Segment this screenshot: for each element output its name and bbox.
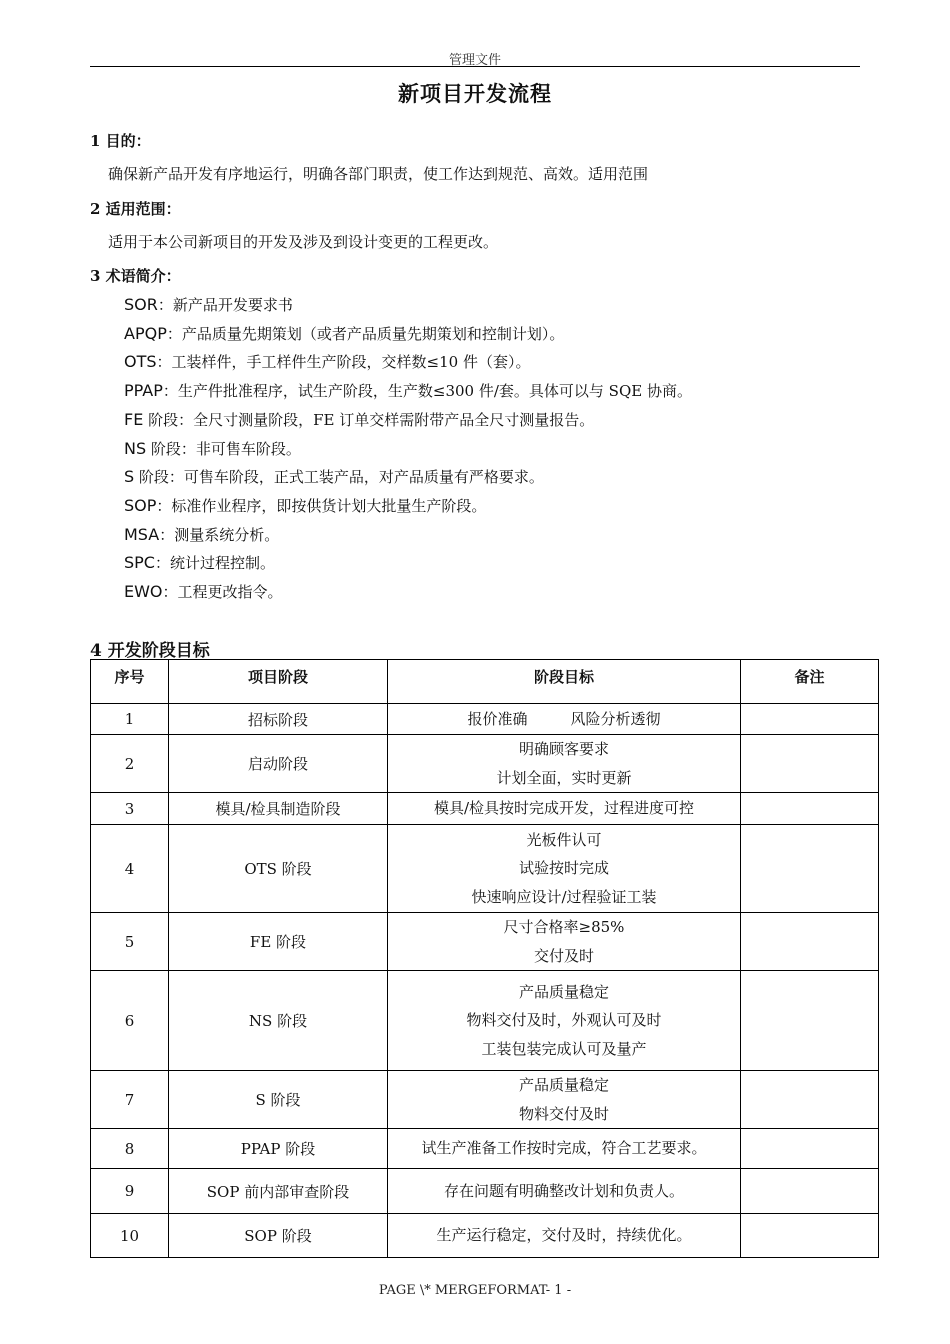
table-row [91, 971, 879, 1071]
goal-line: 试生产准备工作按时完成，符合工艺要求。 [421, 1139, 707, 1158]
table-row [91, 1214, 879, 1258]
page-header-label: 管理文件 [448, 53, 501, 68]
term-item [124, 524, 279, 545]
table-row [91, 735, 879, 793]
row-no: 5 [91, 913, 169, 971]
table-row [91, 704, 879, 735]
section-4-heading: 4 开发阶段目标 [90, 641, 210, 661]
row-no: 3 [91, 793, 169, 825]
goal-line: 物料交付及时 [518, 1104, 609, 1123]
term-desc: ：产品质量先期策划（或者产品质量先期策划和控制计划）。 [166, 324, 565, 343]
goal-line: 产品质量稳定 [518, 1076, 609, 1094]
row-stage: OTS 阶段 [169, 825, 388, 913]
row-goals [388, 825, 741, 913]
header-goal: 阶段目标 [388, 660, 741, 704]
row-stage: S 阶段 [169, 1071, 388, 1129]
row-goals [388, 913, 741, 971]
page-footer: PAGE \* MERGEFORMAT- 1 - [378, 1283, 572, 1298]
row-no: 2 [91, 735, 169, 793]
term-desc: 阶段：可售车阶段，正式工装产品，对产品质量有严格要求。 [134, 468, 544, 487]
term-desc: ：测量系统分析。 [159, 525, 280, 544]
goal-line: 计划全面，实时更新 [496, 768, 632, 787]
row-no: 10 [91, 1214, 169, 1258]
row-goals [388, 1071, 741, 1129]
goal-line: 模具/检具按时完成开发，过程进度可控 [433, 799, 695, 818]
row-no: 8 [91, 1129, 169, 1169]
term-desc: ：工程更改指令。 [162, 583, 283, 601]
header-no: 序号 [91, 660, 169, 704]
term-abbr: FE [124, 409, 144, 429]
row-remark [741, 735, 879, 793]
row-stage: 启动阶段 [169, 735, 388, 793]
table-header-row [91, 660, 879, 704]
term-abbr: EWO [124, 582, 163, 601]
row-goals [388, 793, 741, 825]
stage-goals-table [90, 659, 879, 1258]
term-abbr: S [124, 467, 135, 487]
goal-line: 存在问题有明确整改计划和负责人。 [443, 1181, 684, 1200]
term-item [124, 351, 530, 372]
row-goals [388, 1169, 741, 1214]
row-no: 6 [91, 971, 169, 1071]
row-remark [741, 971, 879, 1071]
goal-line: 物料交付及时，外观认可及时 [466, 1011, 662, 1030]
term-item [124, 466, 544, 487]
term-abbr: SOR [124, 295, 158, 314]
row-no: 4 [91, 825, 169, 913]
table-row [91, 913, 879, 971]
term-desc: ：工装样件，手工样件生产阶段，交样数≤10 件（套）。 [156, 353, 531, 372]
term-item [124, 323, 564, 344]
row-remark [741, 913, 879, 971]
term-abbr: NS [124, 438, 147, 458]
term-item [124, 552, 275, 573]
row-stage: SOP 阶段 [169, 1214, 388, 1258]
term-desc: 阶段：非可售车阶段。 [146, 439, 301, 458]
row-goals [388, 704, 741, 735]
row-stage: 招标阶段 [169, 704, 388, 735]
row-remark [741, 1214, 879, 1258]
table-row [91, 1169, 879, 1214]
document-title: 新项目开发流程 [398, 81, 552, 106]
table-row [91, 825, 879, 913]
table-row [91, 793, 879, 825]
term-abbr: SOP [124, 495, 157, 515]
term-desc: ：统计过程控制。 [154, 554, 275, 573]
row-goals [388, 971, 741, 1071]
term-abbr: PPAP [124, 381, 163, 401]
header-remark: 备注 [741, 660, 879, 704]
row-goals [388, 1214, 741, 1258]
term-desc: ：生产件批准程序，试生产阶段，生产数≤300 件/套。具体可以与 SQE 协商。 [162, 382, 692, 401]
term-item [124, 294, 293, 315]
goal-line: 尺寸合格率≥85% [503, 918, 625, 936]
section-3-heading: 3 术语简介： [90, 267, 181, 285]
row-stage: NS 阶段 [169, 971, 388, 1071]
goal-line: 生产运行稳定，交付及时，持续优化。 [436, 1226, 692, 1245]
row-remark [741, 825, 879, 913]
term-item [124, 409, 594, 430]
table-row [91, 1129, 879, 1169]
row-goals [388, 1129, 741, 1169]
row-remark [741, 1071, 879, 1129]
goal-line: 报价准确 风险分析透彻 [467, 709, 661, 728]
goal-line: 快速响应设计/过程验证工装 [471, 887, 657, 906]
section-2-text: 适用于本公司新项目的开发及涉及到设计变更的工程更改。 [108, 233, 499, 251]
row-no: 1 [91, 704, 169, 735]
section-1-text: 确保新产品开发有序地运行，明确各部门职责，使工作达到规范、高效。适用范围 [108, 165, 649, 183]
row-remark [741, 1169, 879, 1214]
header-stage: 项目阶段 [169, 660, 388, 704]
goal-line: 交付及时 [533, 946, 594, 965]
term-desc: ：新产品开发要求书 [157, 296, 293, 314]
term-item [124, 581, 283, 602]
term-abbr: SPC [124, 553, 155, 573]
term-desc: ：标准作业程序，即按供货计划大批量生产阶段。 [156, 496, 487, 515]
goal-line: 明确顾客要求 [518, 740, 609, 758]
term-item [124, 495, 486, 516]
row-remark [741, 793, 879, 825]
goal-line: 工装包装完成认可及量产 [481, 1039, 647, 1058]
row-stage: 模具/检具制造阶段 [169, 793, 388, 825]
term-abbr: APQP [124, 323, 167, 343]
row-stage: FE 阶段 [169, 913, 388, 971]
term-abbr: OTS [124, 352, 157, 372]
term-item [124, 380, 692, 401]
term-item [124, 438, 301, 459]
row-stage: SOP 前内部审查阶段 [169, 1169, 388, 1214]
row-no: 7 [91, 1071, 169, 1129]
header-divider [90, 66, 860, 67]
term-abbr: MSA [124, 524, 160, 544]
goal-line: 产品质量稳定 [518, 982, 609, 1001]
row-no: 9 [91, 1169, 169, 1214]
goal-line: 试验按时完成 [518, 859, 609, 878]
table-row [91, 1071, 879, 1129]
row-stage: PPAP 阶段 [169, 1129, 388, 1169]
row-goals [388, 735, 741, 793]
section-1-heading: 1 目的： [90, 132, 151, 150]
row-remark [741, 1129, 879, 1169]
goal-line: 光板件认可 [526, 830, 602, 849]
term-desc: 阶段：全尺寸测量阶段，FE 订单交样需附带产品全尺寸测量报告。 [143, 410, 595, 429]
row-remark [741, 704, 879, 735]
section-2-heading: 2 适用范围： [90, 200, 181, 218]
